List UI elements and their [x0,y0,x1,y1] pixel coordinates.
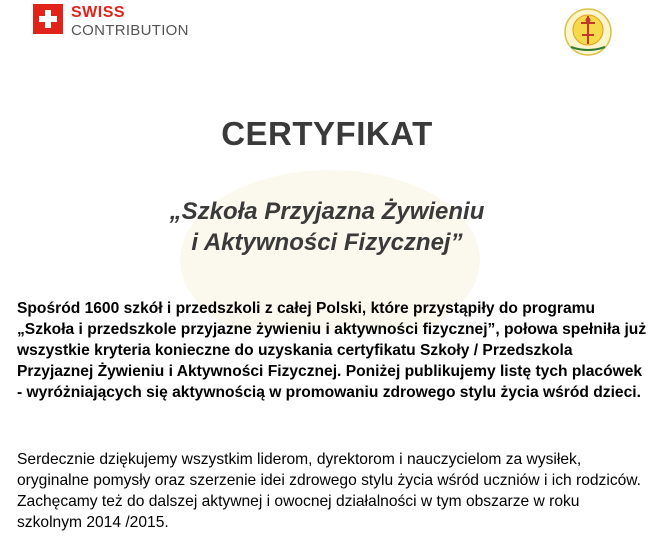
thanks-paragraph: Serdecznie dziękujemy wszystkim liderom, dyrektorom i nauczycielom za wysiłek, oryginalne pomysły oraz szerzenie idei zdrowego stylu życia wśród uczniów i ich rodziców. Zachęcamy też do dalszej aktywnej i owocnej działalności w tym obszarze w roku szkolnym 2014 /2015. [17,451,642,531]
intro-paragraph: Spośród 1600 szkół i przedszkoli z całej Polski, które przystąpiły do programu „Szkoła i przedszkole przyjazne żywieniu i aktywności fizycznej”, połowa spełniła już wszystkie kryteria konieczne do uzyskania certyfikatu Szkoły / Przedszkola Przyjaznej Żywieniu i Aktywności Fizycznej. Poniżej publikujemy listę tych placówek - wyróżniających się aktywnością w promowaniu zdrowego stylu życia wśród dzieci. [17,300,647,401]
swiss-contribution-logo [33,4,189,40]
organization-seal-icon [563,7,613,57]
certificate-title: CERTYFIKAT [221,115,433,152]
logo-brand-line2: CONTRIBUTION [71,22,189,39]
certificate-subtitle-line1: „Szkoła Przyjazna Żywieniu [169,198,485,225]
logo-brand-line1: SWISS [71,4,126,21]
certificate-subtitle-line2: i Aktywności Fizycznej” [191,229,463,256]
swiss-flag-icon [33,4,63,34]
